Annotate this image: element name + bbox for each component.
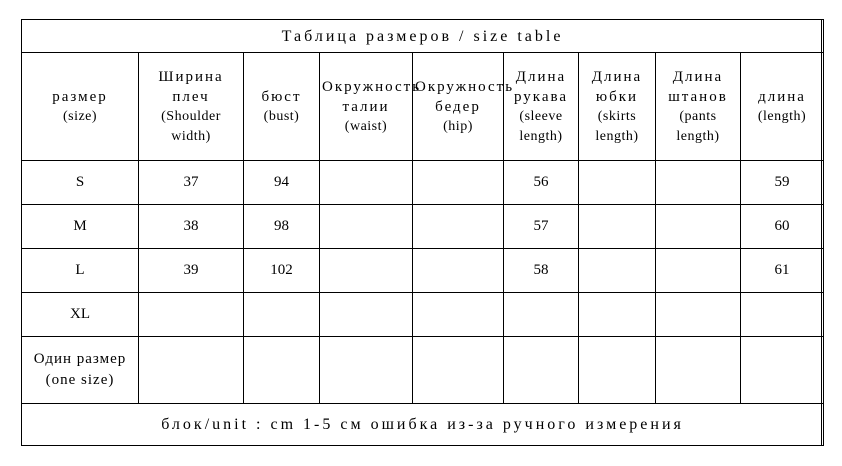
value-cell: [656, 293, 741, 337]
footer-row: [22, 404, 824, 446]
table-row: [22, 337, 824, 404]
header-shoulder-en: (Shoulder width): [161, 108, 221, 144]
header-skirt: [579, 53, 656, 161]
value-cell: 56: [504, 161, 579, 205]
table-row: [22, 205, 824, 249]
value-cell: [320, 205, 413, 249]
value-cell: [504, 337, 579, 404]
value-cell: 98: [244, 205, 320, 249]
header-hip-ru: Окружность бедер: [415, 78, 515, 115]
header-pants: [656, 53, 741, 161]
size-table-sheet: [21, 19, 822, 446]
value-cell: [413, 161, 504, 205]
value-cell: [579, 161, 656, 205]
header-waist: [320, 53, 422, 161]
value-cell: 61: [741, 249, 824, 293]
table-row: [22, 161, 824, 205]
table-title: Таблица размеров / size table: [22, 20, 824, 53]
header-skirt-ru: Длина юбки: [591, 68, 643, 105]
value-cell: [320, 337, 413, 404]
header-size-ru: размер: [52, 88, 108, 105]
value-cell: [656, 249, 741, 293]
header-sleeve: [504, 53, 579, 161]
value-cell: [579, 293, 656, 337]
value-cell: [244, 293, 320, 337]
header-length-ru: длина: [758, 88, 806, 105]
value-cell: 60: [741, 205, 824, 249]
value-cell: [413, 293, 504, 337]
value-cell: [320, 293, 413, 337]
table-row: [22, 293, 824, 337]
size-cell: S: [22, 161, 139, 205]
value-cell: [139, 293, 244, 337]
value-cell: [579, 205, 656, 249]
header-bust: [244, 53, 320, 161]
value-cell: [579, 337, 656, 404]
value-cell: 39: [139, 249, 244, 293]
value-cell: [320, 249, 413, 293]
size-cell: XL: [22, 293, 139, 337]
header-pants-en: (pants length): [676, 108, 720, 144]
table-row: [22, 249, 824, 293]
header-sleeve-ru: Длина рукава: [513, 68, 569, 105]
value-cell: [413, 205, 504, 249]
size-table: [21, 19, 824, 446]
header-size: [22, 53, 139, 161]
header-shoulder: [139, 53, 244, 161]
value-cell: [656, 337, 741, 404]
value-cell: [413, 337, 504, 404]
value-cell: [244, 337, 320, 404]
value-cell: 102: [244, 249, 320, 293]
value-cell: [139, 337, 244, 404]
value-cell: 94: [244, 161, 320, 205]
value-cell: 38: [139, 205, 244, 249]
header-pants-ru: Длина штанов: [668, 68, 728, 105]
value-cell: [413, 249, 504, 293]
header-row: [22, 53, 824, 161]
value-cell: 59: [741, 161, 824, 205]
header-length: [741, 53, 824, 161]
header-size-en: (size): [62, 108, 98, 124]
value-cell: [320, 161, 413, 205]
header-shoulder-ru: Ширина плеч: [158, 68, 224, 105]
value-cell: [579, 249, 656, 293]
value-cell: [741, 337, 824, 404]
value-cell: [656, 161, 741, 205]
size-cell: L: [22, 249, 139, 293]
value-cell: [504, 293, 579, 337]
size-cell: M: [22, 205, 139, 249]
value-cell: 57: [504, 205, 579, 249]
header-skirt-en: (skirts length): [595, 108, 639, 144]
header-waist-en: (waist): [344, 118, 388, 134]
title-row: [22, 20, 824, 53]
header-sleeve-en: (sleeve length): [519, 108, 563, 144]
value-cell: 58: [504, 249, 579, 293]
header-waist-ru: Окружность талии: [322, 78, 422, 115]
table-footer-note: блок/unit : cm 1-5 см ошибка из-за ручного измерения: [22, 404, 824, 446]
header-length-en: (length): [757, 108, 807, 124]
size-cell: Один размер (one size): [22, 337, 139, 404]
value-cell: [741, 293, 824, 337]
header-hip: [413, 53, 515, 161]
header-bust-en: (bust): [263, 108, 300, 124]
header-hip-en: (hip): [443, 118, 473, 134]
value-cell: [656, 205, 741, 249]
header-bust-ru: бюст: [261, 88, 302, 105]
value-cell: 37: [139, 161, 244, 205]
